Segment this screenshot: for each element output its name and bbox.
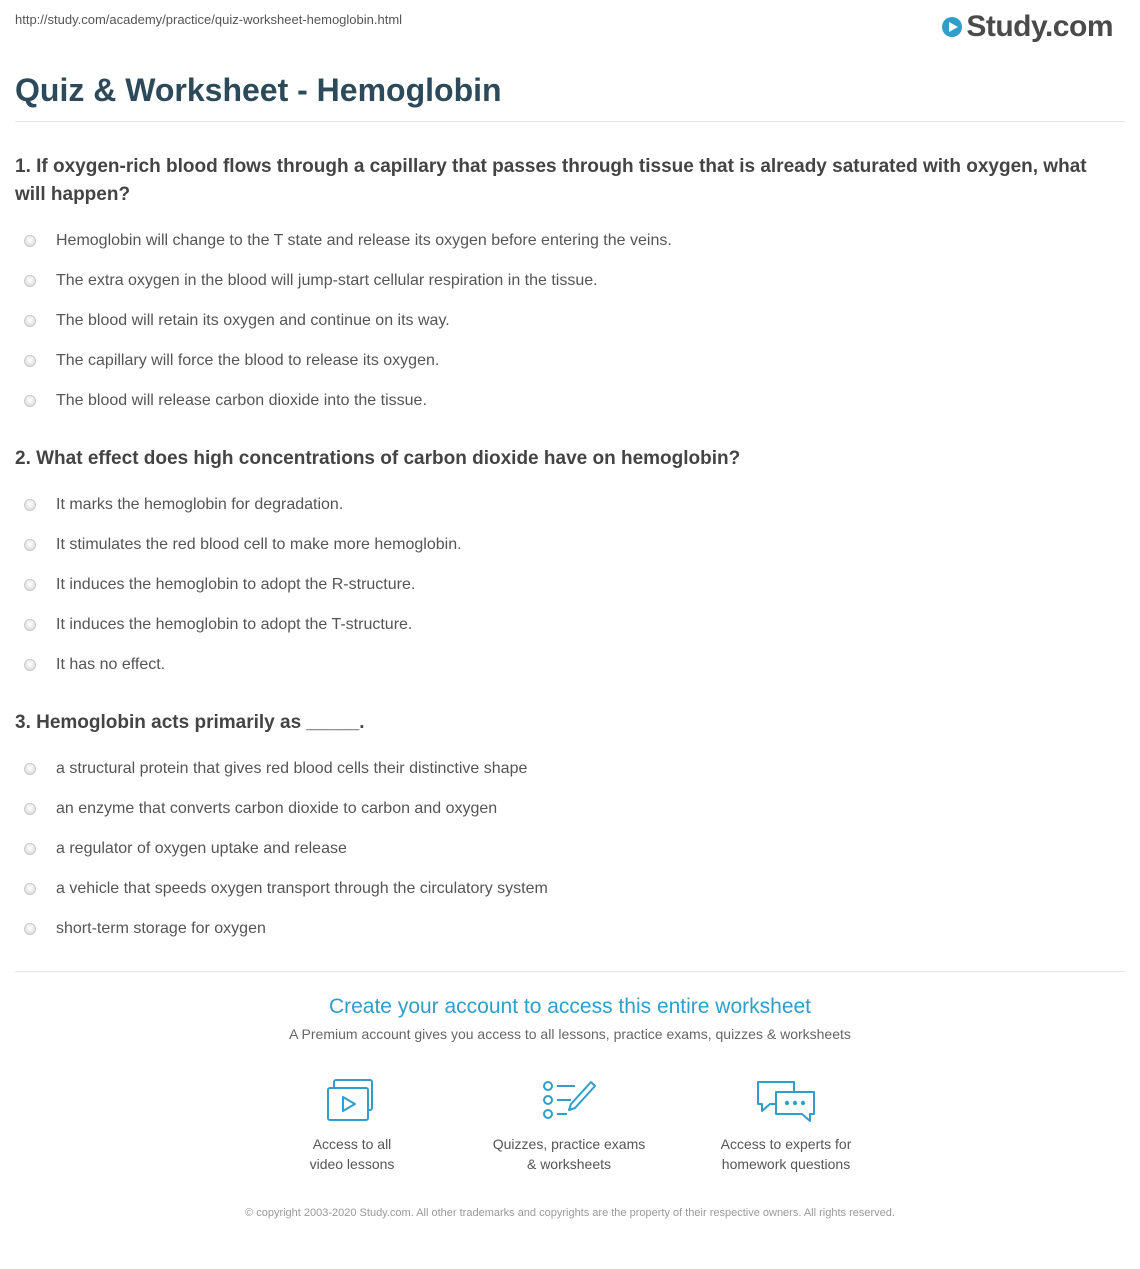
feature-label: Quizzes, practice exams & worksheets <box>492 1136 646 1172</box>
radio-button[interactable] <box>24 803 36 815</box>
answer-option[interactable] <box>15 221 1105 261</box>
radio-button[interactable] <box>24 763 36 775</box>
answer-option[interactable] <box>15 381 1105 421</box>
question-2 <box>15 445 1105 685</box>
answer-options <box>15 485 1105 685</box>
answer-label: a vehicle that speeds oxygen transport through the circulatory system <box>56 880 548 897</box>
answer-label: The blood will release carbon dioxide into the tissue. <box>56 392 427 409</box>
answer-label: It has no effect. <box>56 656 166 673</box>
radio-button[interactable] <box>24 579 36 591</box>
feature-experts <box>686 1078 886 1174</box>
question-3 <box>15 709 1105 949</box>
radio-button[interactable] <box>24 619 36 631</box>
answer-option[interactable] <box>15 909 1105 949</box>
answer-label: It induces the hemoglobin to adopt the T-structure. <box>56 616 413 633</box>
premium-description: A Premium account gives you access to all lessons, practice exams, quizzes & worksheets <box>289 1026 851 1042</box>
answer-option[interactable] <box>15 261 1105 301</box>
play-logo-icon <box>941 16 963 38</box>
answer-option[interactable] <box>15 301 1105 341</box>
title-divider <box>15 121 1125 122</box>
logo-text: Study.com <box>966 10 1113 43</box>
video-lessons-icon <box>326 1078 378 1124</box>
radio-button[interactable] <box>24 235 36 247</box>
answer-label: a regulator of oxygen uptake and release <box>56 840 347 857</box>
question-text: 1. If oxygen-rich blood flows through a capillary that passes through tissue that is already saturated with oxygen, what will happen? <box>15 156 1087 205</box>
answer-label: The blood will retain its oxygen and continue on its way. <box>56 312 450 329</box>
copyright-notice: © copyright 2003-2020 Study.com. All other trademarks and copyrights are the property of their respective owners. All rights reserved. <box>245 1207 895 1219</box>
answer-option[interactable] <box>15 341 1105 381</box>
radio-button[interactable] <box>24 275 36 287</box>
radio-button[interactable] <box>24 499 36 511</box>
answer-option[interactable] <box>15 645 1105 685</box>
radio-button[interactable] <box>24 539 36 551</box>
radio-button[interactable] <box>24 923 36 935</box>
answer-option[interactable] <box>15 605 1105 645</box>
question-text: 2. What effect does high concentrations of carbon dioxide have on hemoglobin? <box>15 448 741 469</box>
page-title: Quiz & Worksheet - Hemoglobin <box>15 72 502 108</box>
radio-button[interactable] <box>24 843 36 855</box>
answer-label: It marks the hemoglobin for degradation. <box>56 496 344 513</box>
question-text: 3. Hemoglobin acts primarily as _____. <box>15 712 365 733</box>
radio-button[interactable] <box>24 883 36 895</box>
answer-option[interactable] <box>15 829 1105 869</box>
answer-option[interactable] <box>15 789 1105 829</box>
answer-label: It stimulates the red blood cell to make more hemoglobin. <box>56 536 462 553</box>
answer-option[interactable] <box>15 485 1105 525</box>
answer-option[interactable] <box>15 749 1105 789</box>
answer-label: The capillary will force the blood to release its oxygen. <box>56 352 440 369</box>
radio-button[interactable] <box>24 355 36 367</box>
answer-label: It induces the hemoglobin to adopt the R-structure. <box>56 576 416 593</box>
top-bar <box>15 12 1125 52</box>
answer-label: a structural protein that gives red blood cells their distinctive shape <box>56 760 528 777</box>
feature-video-lessons <box>252 1078 452 1174</box>
create-account-link[interactable]: Create your account to access this entire worksheet <box>328 995 812 1018</box>
chat-bubbles-icon <box>754 1078 818 1124</box>
cta-divider <box>15 971 1125 972</box>
quiz-checklist-icon <box>541 1078 597 1124</box>
answer-option[interactable] <box>15 525 1105 565</box>
answer-option[interactable] <box>15 565 1105 605</box>
answer-label: an enzyme that converts carbon dioxide to carbon and oxygen <box>56 800 498 817</box>
feature-label: Access to all video lessons <box>309 1136 395 1172</box>
feature-label: Access to experts for homework questions <box>720 1136 852 1172</box>
answer-label: Hemoglobin will change to the T state and release its oxygen before entering the veins. <box>56 232 672 249</box>
radio-button[interactable] <box>24 315 36 327</box>
page-url[interactable]: http://study.com/academy/practice/quiz-worksheet-hemoglobin.html <box>15 12 403 27</box>
answer-options <box>15 749 1105 949</box>
study-logo[interactable] <box>941 12 1113 42</box>
answer-options <box>15 221 1105 421</box>
radio-button[interactable] <box>24 395 36 407</box>
question-1 <box>15 153 1105 421</box>
answer-label: short-term storage for oxygen <box>56 920 266 937</box>
answer-option[interactable] <box>15 869 1105 909</box>
feature-quizzes <box>469 1078 669 1174</box>
radio-button[interactable] <box>24 659 36 671</box>
answer-label: The extra oxygen in the blood will jump-start cellular respiration in the tissue. <box>56 272 598 289</box>
